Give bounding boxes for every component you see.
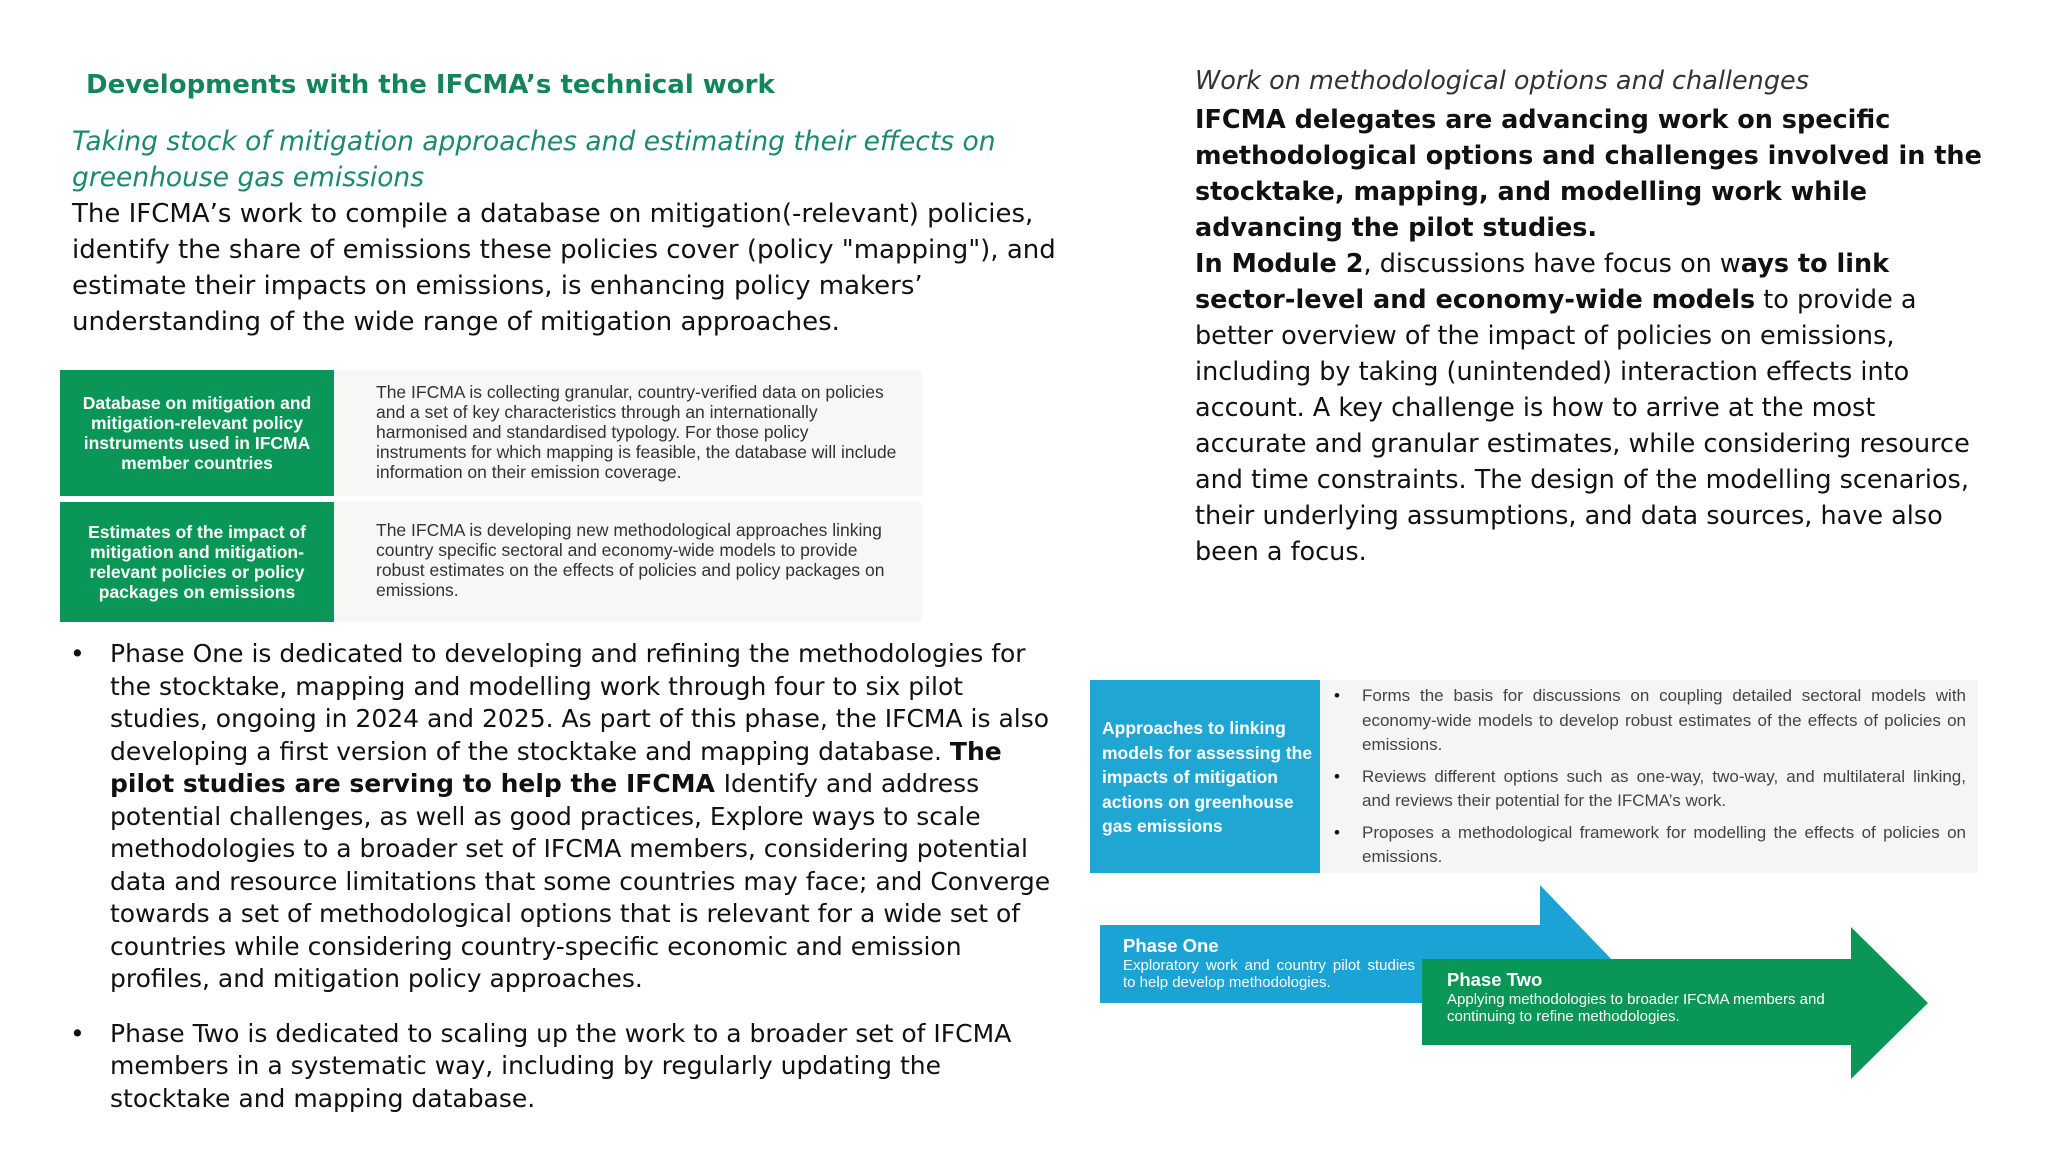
list-item xyxy=(70,638,1060,996)
phase-two-arrow xyxy=(1447,969,1847,1025)
section-heading: Developments with the IFCMA’s technical work xyxy=(86,70,775,100)
bullet-icon: • xyxy=(70,1018,85,1048)
table-row xyxy=(60,370,922,496)
table-row-description: The IFCMA is developing new methodological approaches linking country specific sectoral and economy-wide models to provide robust estimates on the effects of policies and policy packages on emissions. xyxy=(376,520,885,600)
approach-label-box: Approaches to linking models for assessing the impacts of mitigation actions on greenhouse gas emissions xyxy=(1090,680,1320,873)
phase-one-text: Phase One is dedicated to developing and refining the methodologies for the stocktake, mapping and modelling work through four to six pilot studies, ongoing in 2024 and 2025. As part of this phase, the IFCMA is also developing a first version of the stocktake and mapping database. xyxy=(110,639,1050,766)
section-subheading: Taking stock of mitigation approaches and estimating their effects on greenhouse gas emissions xyxy=(72,126,996,193)
phase-one-bold: The pilot studies are serving to help the IFCMA xyxy=(110,736,1002,798)
list-item xyxy=(70,1018,1060,1116)
table-row-label: Estimates of the impact of mitigation and mitigation-relevant policies or policy packages on emissions xyxy=(60,502,334,622)
module-emphasis: ays to link sector-level and economy-wide models xyxy=(1195,249,1890,315)
list-item xyxy=(1334,684,1966,758)
right-italic-heading: Work on methodological options and challenges xyxy=(1195,66,1810,96)
phase-two-description: Applying methodologies to broader IFCMA members and continuing to refine methodologies. xyxy=(1447,991,1825,1025)
phase-one-description: Exploratory work and country pilot studies to help develop methodologies. xyxy=(1123,957,1415,991)
approach-item-text: Proposes a methodological framework for modelling the effects of policies on emissions. xyxy=(1362,822,1966,866)
phase-two-text: Phase Two is dedicated to scaling up the work to a broader set of IFCMA members in a systematic way, including by regularly updating the stocktake and mapping database. xyxy=(110,1018,1012,1113)
table-row xyxy=(60,502,922,622)
bullet-icon: • xyxy=(1334,766,1340,786)
phase-one-text-cont: Identify and address potential challenges, as well as good practices, Explore ways to scale methodologies to a broader set of IFCMA members, considering potential data and resource limitations that some countries may face; and Converge towards a set of methodological options that is relevant for a wide set of countries while considering country-specific economic and emission profiles, and mitigation policy approaches. xyxy=(110,769,1051,993)
module-paragraph xyxy=(1195,246,1995,570)
module-text-cont: to provide a better overview of the impact of policies on emissions, including by taking (unintended) interaction effects into account. A key challenge is how to arrive at the most accurate and granular estimates, while considering resource and time constraints. The design of the modelling scenarios, their underlying assumptions, and data sources, have also been a focus. xyxy=(1195,285,1970,567)
phase-bullet-list xyxy=(70,638,1060,1135)
list-item xyxy=(1334,765,1966,814)
bullet-icon: • xyxy=(1334,686,1340,705)
approach-item-text: Forms the basis for discussions on coupling detailed sectoral models with economy-wide models to develop robust estimates of the effects of policies on emissions. xyxy=(1362,686,1966,754)
bullet-icon: • xyxy=(70,639,85,668)
intro-paragraph: The IFCMA’s work to compile a database on mitigation(-relevant) policies, identify the share of emissions these policies cover (policy "mapping"), and estimate their impacts on emissions, is enhancing policy makers’ understanding of the wide range of mitigation approaches. xyxy=(72,199,1056,337)
phase-one-arrow xyxy=(1123,935,1415,991)
bullet-icon: • xyxy=(1334,822,1340,842)
phase-two-title: Phase Two xyxy=(1447,969,1543,990)
list-item xyxy=(1334,821,1966,870)
approach-item-text: Reviews different options such as one-way, two-way, and multilateral linking, and reviews their potential for the IFCMA’s work. xyxy=(1362,766,1966,810)
table-row-label: Database on mitigation and mitigation-relevant policy instruments used in IFCMA member countries xyxy=(60,370,334,496)
right-bold-paragraph: IFCMA delegates are advancing work on specific methodological options and challenges involved in the stocktake, mapping, and modelling work while advancing the pilot studies. xyxy=(1195,105,1982,243)
module-text: , discussions have focus on w xyxy=(1363,249,1741,279)
table-row-description: The IFCMA is collecting granular, country-verified data on policies and a set of key characteristics through an internationally harmonised and standardised typology. For those policy instruments for which mapping is feasible, the database will include information on their emission coverage. xyxy=(376,382,897,482)
module-label: In Module 2 xyxy=(1195,249,1364,279)
phase-one-title: Phase One xyxy=(1123,935,1219,956)
approach-list xyxy=(1320,680,1978,873)
